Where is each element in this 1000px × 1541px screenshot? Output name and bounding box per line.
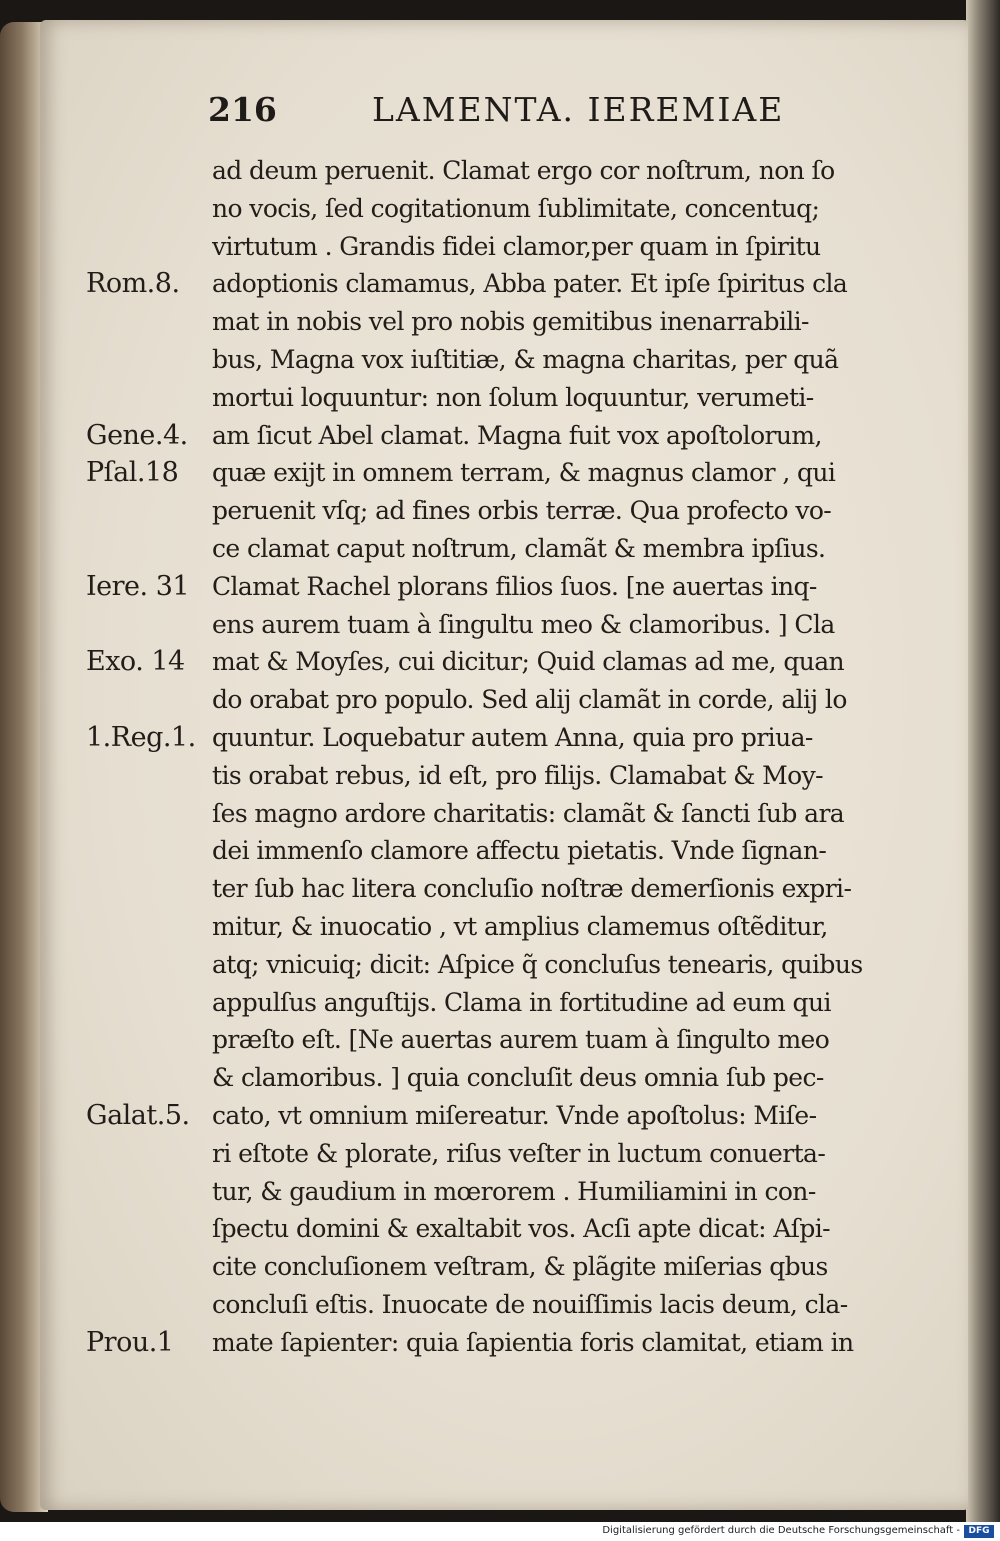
text-line: quæ exijt in omnem terram, & magnus clamor , qui [212,458,836,488]
text-line: atq; vnicuiq; dicit: Aſpice q̃ concluſus tenearis, quibus [212,949,863,979]
text-line: ter ſub hac litera concluſio noſtræ demerſionis expri- [212,874,852,904]
text-line: virtutum . Grandis fidei clamor,per quam in ſpiritu [212,231,821,261]
marginal-note: Gene.4. [86,419,188,451]
text-line: dei immenſo clamore affectu pietatis. Vnde ſignan- [212,836,827,866]
page-fore-edge [966,0,1000,1522]
marginal-references [0,0,210,1541]
text-line: ce clamat caput noſtrum, clamãt & membra ipſius. [212,533,826,563]
text-line: cite concluſionem veſtram, & plãgite miſerias qbus [212,1252,828,1282]
digitization-footer [0,1522,1000,1541]
text-line: Clamat Rachel plorans filios ſuos. [ne auertas inq- [212,571,817,601]
text-line: & clamoribus. ] quia concluſit deus omnia ſub pec- [212,1063,824,1093]
text-line: mortui loquuntur: non ſolum loquuntur, verumeti- [212,382,814,412]
text-line: mat & Moyſes, cui dicitur; Quid clamas ad me, quan [212,647,845,677]
text-line: mitur, & inuocatio , vt amplius clamemus oſtẽditur, [212,911,828,941]
body-text [212,152,927,1362]
marginal-note: Prou.1 [86,1326,174,1358]
text-line: am ſicut Abel clamat. Magna fuit vox apoſtolorum, [212,420,822,450]
text-line: peruenit vſq; ad fines orbis terræ. Qua profecto vo- [212,496,832,526]
dfg-logo: DFG [964,1525,994,1538]
text-line: concluſi eſtis. Inuocate de nouiſſimis lacis deum, cla- [212,1289,848,1319]
marginal-note: Exo. 14 [86,646,185,678]
text-line: quuntur. Loquebatur autem Anna, quia pro priua- [212,722,813,752]
text-line: mate ſapienter: quia ſapientia foris clamitat, etiam in [212,1327,854,1357]
text-line: adoptionis clamamus, Abba pater. Et ipſe ſpiritus cla [212,269,848,299]
running-title: LAMENTA. IEREMIAE [372,90,785,129]
text-line: tur, & gaudium in mœrorem . Humiliamini in con- [212,1176,816,1206]
marginal-note: Galat.5. [86,1100,190,1131]
marginal-note: Rom.8. [86,268,180,300]
marginal-note: Iere. 31 [86,570,190,602]
marginal-note: 1.Reg.1. [86,722,196,753]
text-line: bus, Magna vox iuſtitiæ, & magna charitas, per quã [212,344,839,374]
text-line: ens aurem tuam à ſingultu meo & clamoribus. ] Cla [212,609,835,639]
text-line: præſto eſt. [Ne auertas aurem tuam à ſingulto meo [212,1025,830,1055]
text-line: ri eſtote & plorate, riſus veſter in luctum conuerta- [212,1138,826,1168]
page-number: 216 [208,90,277,129]
text-line: no vocis, ſed cogitationum ſublimitate, concentuq; [212,193,820,223]
text-line: mat in nobis vel pro nobis gemitibus inenarrabili- [212,307,809,337]
text-line: appulſus anguſtijs. Clama in fortitudine ad eum qui [212,987,831,1017]
text-line: ſes magno ardore charitatis: clamãt & ſancti ſub ara [212,798,845,828]
text-line: ſpectu domini & exaltabit vos. Acſi apte dicat: Aſpi- [212,1214,831,1244]
text-line: tis orabat rebus, id eſt, pro filijs. Clamabat & Moy- [212,760,823,790]
text-line: cato, vt omnium miſereatur. Vnde apoſtolus: Miſe- [212,1100,817,1130]
text-line: ad deum peruenit. Clamat ergo cor noſtrum, non ſo [212,156,835,185]
text-line: do orabat pro populo. Sed alij clamãt in corde, alij lo [212,685,847,715]
marginal-note: Pſal.18 [86,457,179,489]
funding-credit: Digitalisierung gefördert durch die Deutsche Forschungsgemeinschaft - [602,1525,960,1536]
